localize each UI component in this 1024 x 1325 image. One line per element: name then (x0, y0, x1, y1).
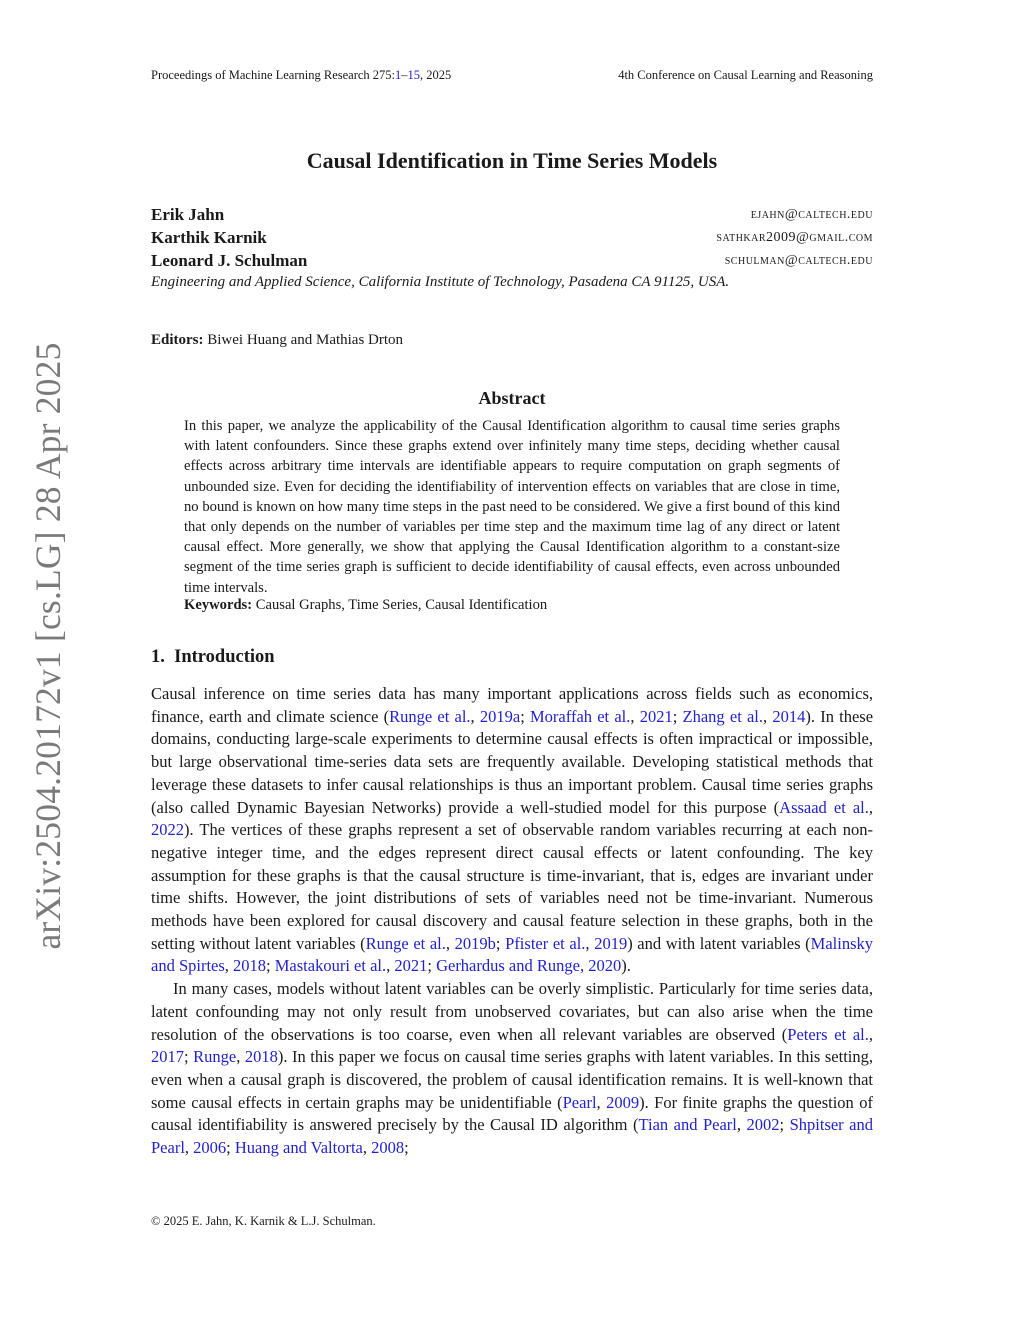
body-text-run: , (763, 706, 773, 726)
author-name: Karthik Karnik (151, 228, 267, 247)
body-text-run: , (736, 1115, 747, 1135)
citation-link[interactable]: Pearl (562, 1092, 597, 1112)
body-text-run: ; (672, 706, 683, 726)
body-text-run: ) and with latent variables ( (627, 933, 811, 953)
editors-label: Editors: (151, 332, 204, 348)
abstract-text: In this paper, we analyze the applicability of the Causal Identification algorithm to causal time series graphs with latent confounders. Since these graphs extend over infinitely many time steps, deciding whether causal effects across arbitrary time intervals are identifiable appears to require computation on graph segments of unbounded size. Even for deciding the identifiability of intervention effects on variables that are close in time, no bound is known on how many time steps in the past need to be considered. We give a first bound of this kind that only depends on the number of variables per time step and the maximum time lag of any direct or latent causal effect. More generally, we show that applying the Causal Identification algorithm to a constant-size segment of the time series graph is sufficient to decide identifiability of causal effects, even across unbounded time intervals. (184, 418, 840, 596)
body-text-run: , (585, 933, 595, 953)
body-text-run: ; (520, 706, 531, 726)
body-text-run: ). (621, 956, 631, 976)
body-text-run: ; (266, 956, 275, 976)
body-text-run: ; (779, 1115, 790, 1135)
citation-link[interactable]: 2008 (371, 1138, 405, 1158)
body-text-run: ; (427, 956, 437, 976)
citation-link[interactable]: 2009 (606, 1092, 640, 1112)
author-row (151, 251, 873, 273)
paragraph (151, 978, 873, 1160)
body-text-run: , (630, 706, 640, 726)
first-page-link[interactable]: 1 (395, 68, 402, 82)
body-text-run: , (596, 1092, 607, 1112)
author-email: ejahn@caltech.edu (750, 207, 873, 222)
citation-link[interactable]: Runge et al. (389, 706, 471, 726)
section-title: Introduction (174, 647, 275, 667)
body-text-run: ). In these domains, conducting large-scale experiments to determine causal effects is often impractical or impossible, but large observational time-series data sets are frequently available. Developing statistical methods that leverage these datasets to infer causal relationships is thus an important problem. Causal time series graphs (also called Dynamic Bayesian Networks) provide a well-studied model for this purpose ( (151, 706, 874, 817)
section-number: 1. (151, 647, 165, 667)
body-text-run: , (868, 797, 873, 817)
last-page-link[interactable]: 15 (407, 68, 421, 82)
citation-link[interactable]: Moraffah et al. (530, 706, 631, 726)
running-header-right: 4th Conference on Causal Learning and Reasoning (618, 68, 873, 82)
citation-link[interactable]: 2021 (639, 706, 673, 726)
citation-link[interactable]: Runge et al. (365, 933, 446, 953)
citation-link[interactable]: Runge (193, 1047, 237, 1067)
keywords-label: Keywords: (184, 597, 253, 613)
citation-link[interactable]: 2019 (594, 933, 628, 953)
body-text-run: , (236, 1047, 245, 1067)
body-text (151, 683, 873, 1160)
citation-link[interactable]: Shpitser and Pearl (151, 1115, 873, 1158)
citation-link[interactable]: Peters et al. (787, 1024, 869, 1044)
citation-link[interactable]: 2019a (479, 706, 521, 726)
body-text-run: ; (184, 1047, 194, 1067)
author-row (151, 228, 873, 250)
paper-title: Causal Identification in Time Series Models (306, 148, 718, 173)
author-name: Erik Jahn (151, 205, 225, 224)
citation-link[interactable]: Huang and Valtorta (234, 1138, 363, 1158)
author-name: Leonard J. Schulman (151, 251, 308, 270)
citation-link[interactable]: Assaad et al. (779, 797, 869, 817)
citation-link[interactable]: 2022 (151, 820, 184, 840)
citation-link[interactable]: Malinsky and Spirtes (151, 933, 874, 976)
keywords-list: Causal Graphs, Time Series, Causal Identification (252, 597, 548, 613)
citation-link[interactable]: 2006 (193, 1138, 227, 1158)
citation-link[interactable]: Mastakouri et al. (274, 956, 387, 976)
author-email: sathkar2009@gmail.com (716, 230, 873, 245)
keywords (184, 597, 547, 614)
body-text-run: ). For finite graphs the question of causal identifiability is answered precisely by the Causal ID algorithm ( (151, 1092, 873, 1135)
paragraph (151, 683, 873, 978)
header-proceedings: Proceedings of Machine Learning Research 275: (151, 68, 396, 82)
body-text-run: Causal inference on time series data has many important applications across fields such as economics, finance, earth and climate science ( (151, 684, 873, 726)
header-dash: – (401, 68, 408, 82)
body-text-run: , (868, 1024, 873, 1044)
citation-link[interactable]: 2018 (233, 956, 267, 976)
body-text-run: , (184, 1138, 194, 1158)
author-row (151, 205, 873, 227)
copyright-footer: © 2025 E. Jahn, K. Karnik & L.J. Schulman. (151, 1214, 376, 1228)
citation-link[interactable]: Pfister et al. (505, 933, 586, 953)
running-header-left (151, 68, 451, 83)
affiliation: Engineering and Applied Science, California Institute of Technology, Pasadena CA 91125, USA. (151, 274, 730, 290)
arxiv-stamp: arXiv:2504.20172v1 [cs.LG] 28 Apr 2025 (28, 342, 68, 950)
citation-link[interactable]: Zhang et al. (682, 706, 764, 726)
citation-link[interactable]: 2019b (454, 933, 496, 953)
citation-link[interactable]: 2018 (244, 1047, 278, 1067)
body-text-run: ). In this paper we focus on causal time series graphs with latent variables. In this setting, even when a causal graph is discovered, the problem of causal identification remains. It is well-known that some causal effects in certain graphs may be unidentifiable ( (151, 1047, 873, 1112)
body-text-run: , (362, 1138, 372, 1158)
body-text-run: ; (404, 1138, 409, 1158)
abstract-heading: Abstract (478, 388, 546, 408)
citation-link[interactable]: 2002 (746, 1115, 780, 1135)
citation-link[interactable]: 2014 (772, 706, 806, 726)
body-text-run: , (386, 956, 395, 976)
citation-link[interactable]: Tian and Pearl (638, 1115, 737, 1135)
citation-link[interactable]: Gerhardus and Runge, 2020 (436, 956, 622, 976)
citation-link[interactable]: 2017 (151, 1047, 184, 1067)
editors (151, 332, 403, 349)
body-text-run: In many cases, models without latent variables can be overly simplistic. Particularly for time series data, latent confounding may not only result from unobserved covariates, but can also arise when the time resolution of the observations is too coarse, even when all relevant variables are observed ( (151, 979, 873, 1044)
author-email: schulman@caltech.edu (724, 253, 873, 268)
citation-link[interactable]: 2021 (394, 956, 428, 976)
header-year: , 2025 (420, 68, 452, 82)
body-text-run: , (224, 956, 234, 976)
body-text-run: ). The vertices of these graphs represent a set of observable random variables recurring at each non-negative integer time, and the edges represent direct causal effects or latent confounding. The key assumption for these graphs is that the causal structure is time-invariant, that is, edges are invariant under time shifts. However, the joint distributions of sets of variables need not be time-invariant. Numerous methods have been explored for causal discovery and causal feature selection in these graphs, both in the setting without latent variables ( (151, 820, 873, 953)
editors-names: Biwei Huang and Mathias Drton (203, 332, 404, 348)
section-heading (151, 647, 275, 668)
body-text-run: ; (495, 933, 506, 953)
body-text-run: , (470, 706, 480, 726)
body-text-run: ; (226, 1138, 235, 1158)
body-text-run: , (445, 933, 455, 953)
